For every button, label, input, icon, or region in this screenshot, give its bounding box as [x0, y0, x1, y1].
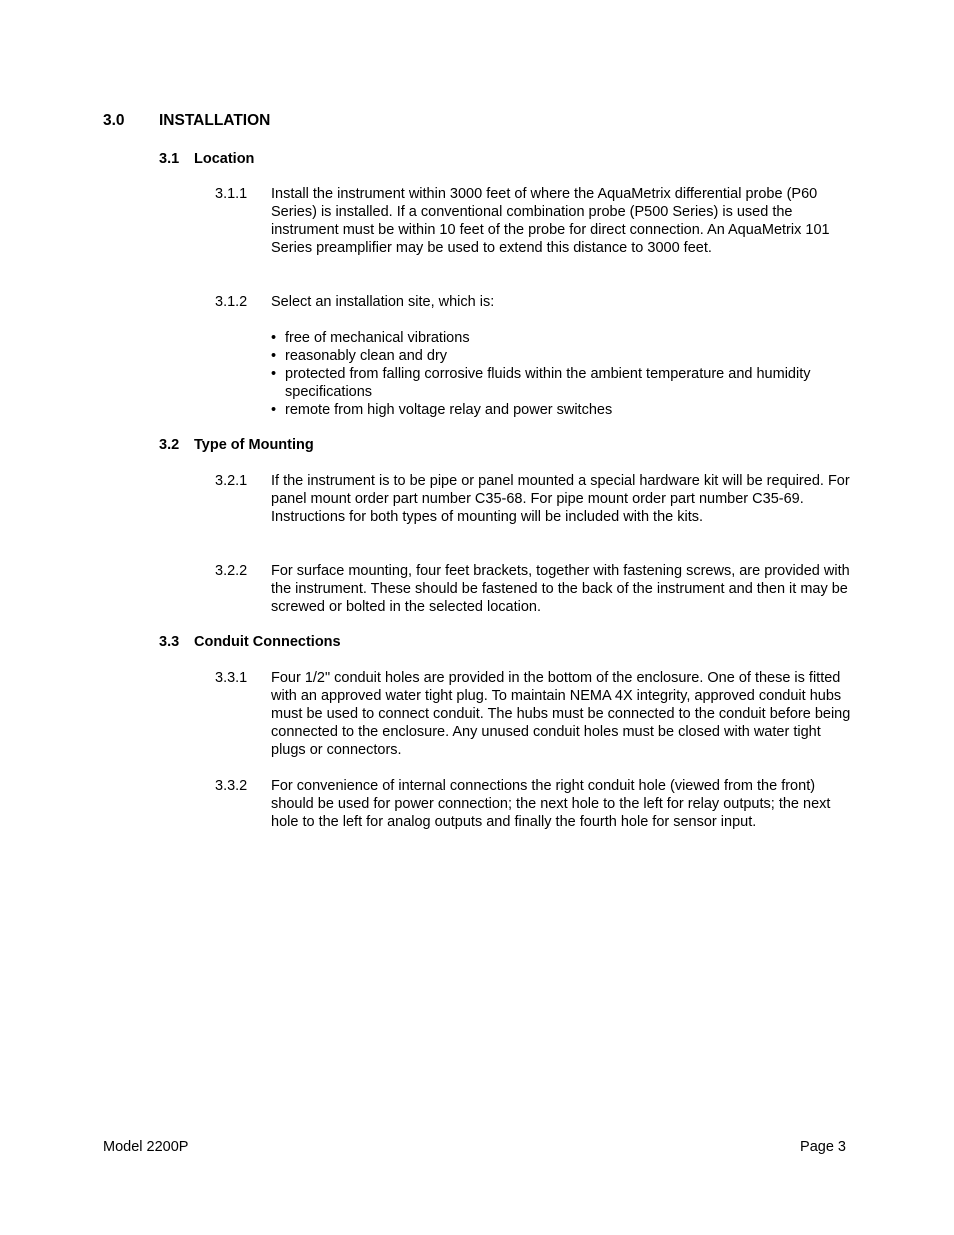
list-item: • protected from falling corrosive fluids within the ambient temperature and humidity specifications	[271, 366, 811, 400]
section-heading	[103, 112, 270, 130]
list-item: • free of mechanical vibrations	[271, 330, 470, 346]
subsection-heading-mounting: 3.2 Type of Mounting	[159, 437, 314, 453]
list-item: • remote from high voltage relay and power switches	[271, 402, 613, 418]
section-title: INSTALLATION	[159, 112, 271, 129]
footer-model: Model 2200P	[103, 1139, 189, 1155]
subsection-heading-location: 3.1 Location	[159, 151, 255, 167]
section-number: 3.0	[103, 112, 125, 129]
site-requirements-list	[271, 329, 861, 419]
document-page: 3.0 INSTALLATION 3.1 Location 3.1.1 Install the instrument within 3000 feet of where the AquaMetrix differential probe (P60 Series) is installed. If a conventional combination probe (P500 Series) is used the instrument must be within 10 feet of the probe for direct connection. An AquaMetrix 101 Series preamplifier may be used to extend this distance to 3000 feet. 3.1.2 Select an installation site, which is: • free of mechanical vibrations • reasonably clean and dry • protected from falling corrosive fluids within the ambient temperature and humidity specifications • remote from high voltage relay and power switches 3.2 Type of Mounting 3.2.1 If the instrument is to be pipe or panel mounted a special hardware kit will be required. For panel mount order part number C35-68. For pipe mount order part number C35-69. Instructions for both types of mounting will be included with the kits. 3.2.2 For surface mounting, four feet brackets, together with fastening screws, are provided with the instrument. These should be fastened to the back of the instrument and then it may be screwed or bolted in the selected location. 3.3 Conduit Connections 3.3.1 Four 1/2" conduit holes are provided in the bottom of the enclosure. One of these is fitted with an approved water tight plug. To maintain NEMA 4X integrity, approved conduit hubs must be used to connect conduit. The hubs must be connected to the conduit before being connected to the enclosure. Any unused conduit holes must be closed with water tight plugs or connectors. 3.3.2 For convenience of internal connections the right conduit hole (viewed from the front) should be used for power connection; the next hole to the left for relay outputs; the next hole to the left for analog outputs and finally the fourth hole for sensor input. Model 2200P Page 3	[0, 0, 954, 1235]
footer-page-number: Page 3	[800, 1139, 846, 1155]
subsection-heading-conduit: 3.3 Conduit Connections	[159, 634, 341, 650]
list-item: • reasonably clean and dry	[271, 348, 448, 364]
